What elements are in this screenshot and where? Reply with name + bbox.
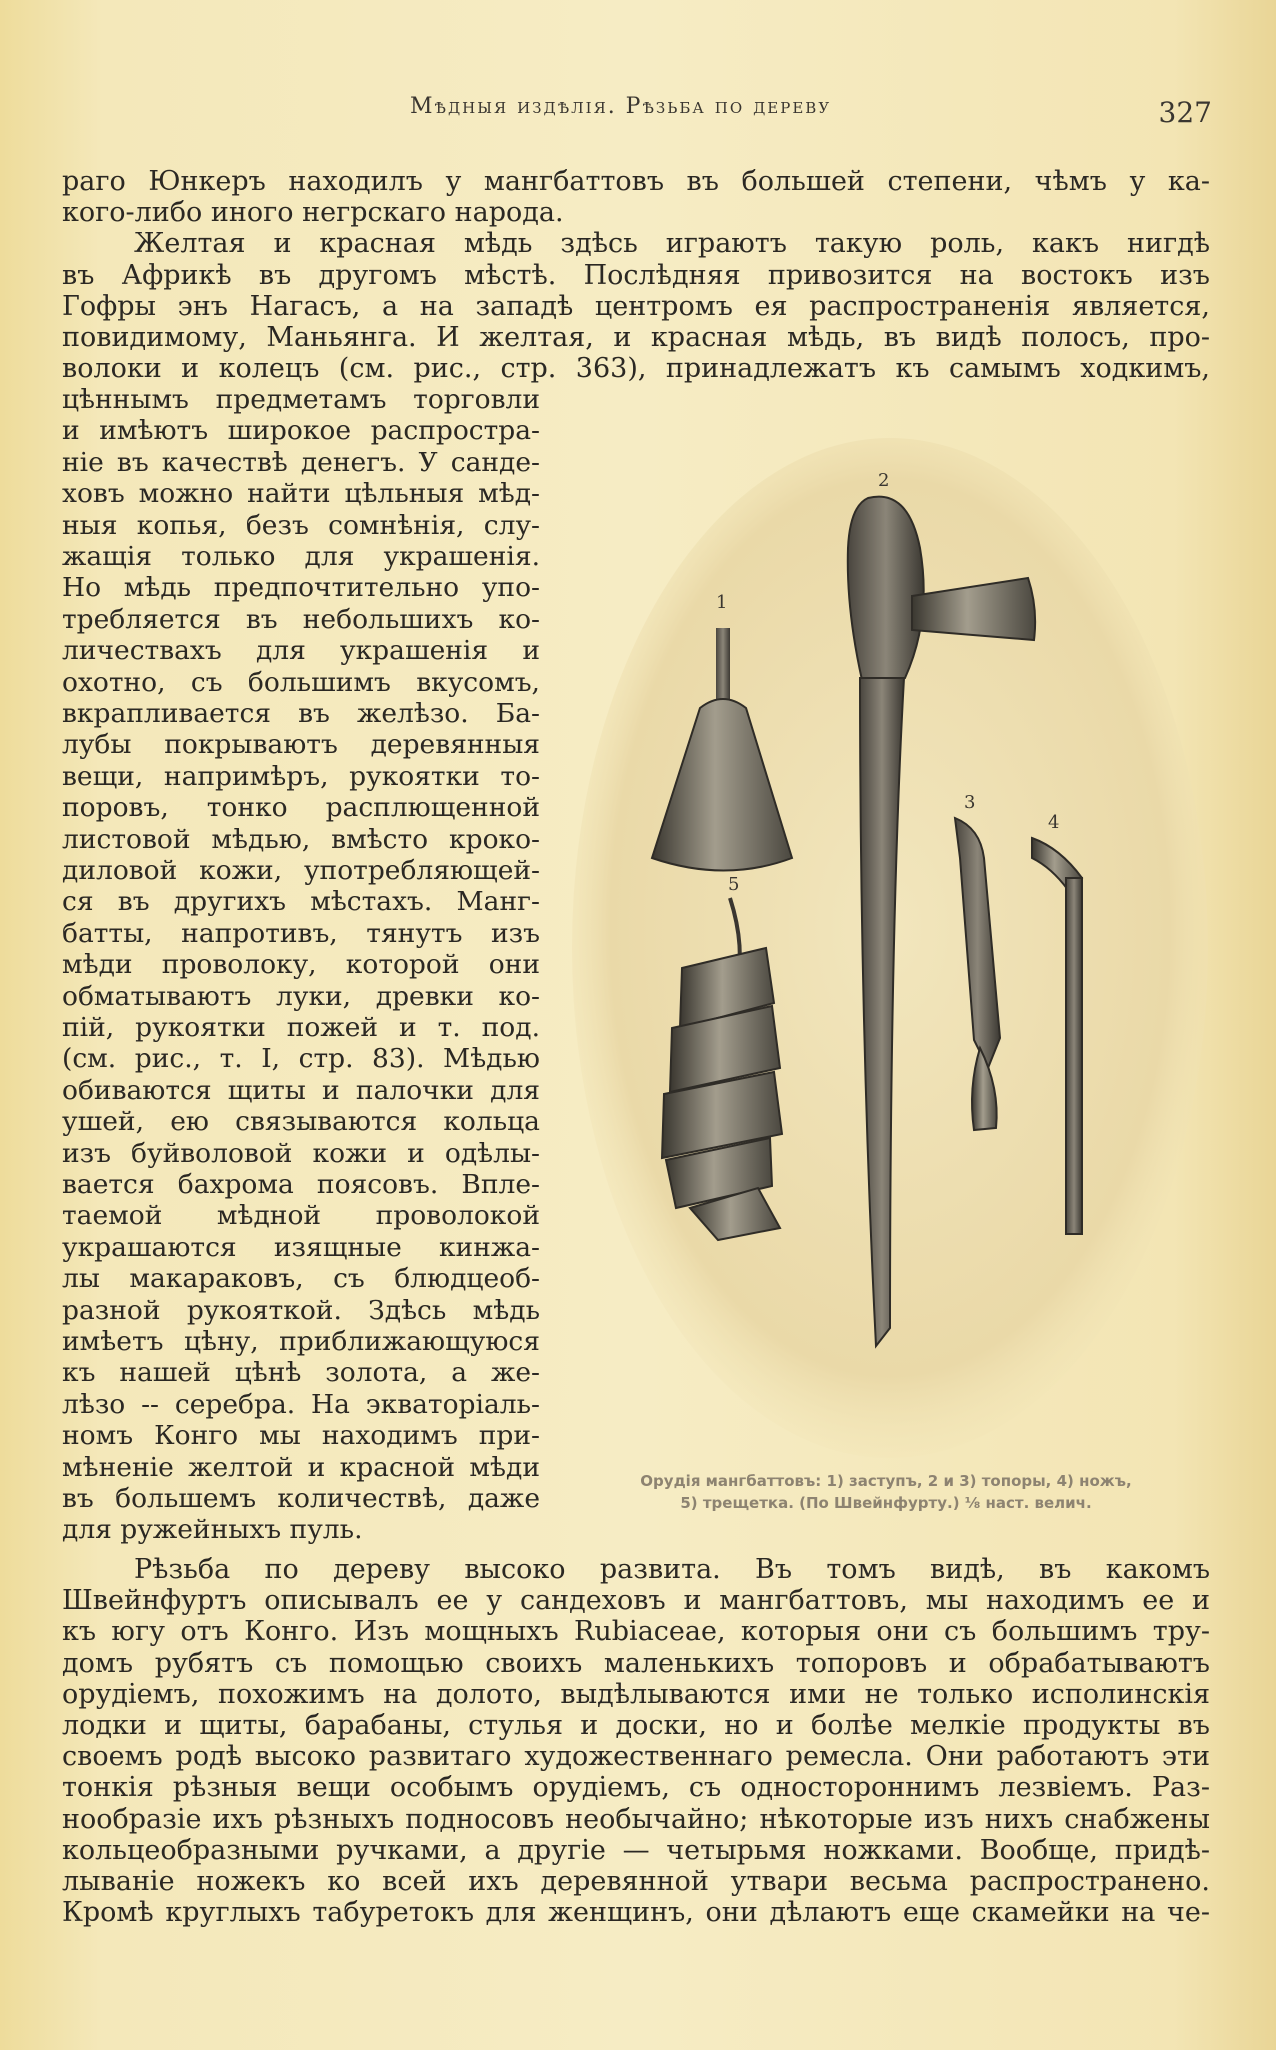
column-text-line: ховъ можно найти цѣльныя мѣд- xyxy=(62,478,540,510)
column-text-line: ся въ другихъ мѣстахъ. Манг- xyxy=(62,886,540,918)
column-text-line: вается бахрома поясовъ. Впле- xyxy=(62,1169,540,1200)
column-text-line: имѣетъ цѣну, приближающуюся xyxy=(62,1326,540,1357)
text-line: лодки и щиты, барабаны, стулья и доски, но и болѣе мелкіе продукты въ xyxy=(62,1710,1210,1741)
column-text-line: поровъ, тонко расплющенной xyxy=(62,792,540,824)
column-text-line: ушей, ею связываются кольца xyxy=(62,1106,540,1138)
column-text-line: обиваются щиты и палочки для xyxy=(62,1074,540,1106)
column-text-line: мѣди проволоку, которой они xyxy=(62,949,540,981)
column-text-line: жащія только для украшенія. xyxy=(62,541,540,572)
text-line: Гофры энъ Нагасъ, а на западѣ центромъ ея распространенія является, xyxy=(62,290,1210,322)
column-text-line: батты, напротивъ, тянутъ изъ xyxy=(62,917,540,949)
column-text-line: изъ буйволовой кожи и одѣлы- xyxy=(62,1137,540,1169)
text-line: въ Африкѣ въ другомъ мѣстѣ. Послѣдняя привозится на востокъ изъ xyxy=(62,259,1210,291)
text-line: повидимому, Маньянга. И желтая, и красная мѣдь, въ видѣ полосъ, про- xyxy=(62,322,1210,353)
column-text-line: Но мѣдь предпочтительно упо- xyxy=(62,572,540,604)
text-line: Желтая и красная мѣдь здѣсь играютъ такую роль, какъ нигдѣ xyxy=(134,228,1210,260)
text-line: Рѣзьба по дереву высоко развита. Въ томъ видѣ, въ какомъ xyxy=(134,1554,1210,1585)
column-text-line: вкрапливается въ желѣзо. Ба- xyxy=(62,698,540,729)
column-text-line: номъ Конго мы находимъ при- xyxy=(62,1420,540,1452)
label-3: 3 xyxy=(964,792,976,813)
caption-line-1: Орудія мангбаттовъ: 1) заступъ, 2 и 3) топоры, 4) ножъ, xyxy=(640,1472,1132,1490)
column-text-line: въ большемъ количествѣ, даже xyxy=(62,1483,540,1514)
figure-caption xyxy=(556,1470,1216,1514)
text-line: волоки и колецъ (см. рис., стр. 363), принадлежатъ къ самымъ ходкимъ, xyxy=(62,353,1210,385)
column-text-line: вещи, напримѣръ, рукоятки то- xyxy=(62,760,540,792)
text-line: орудіемъ, похожимъ на долото, выдѣлываются ими не только исполинскія xyxy=(62,1678,1210,1710)
label-2: 2 xyxy=(878,470,890,491)
text-line: кольцеобразными ручками, а другіе — четырьмя ножками. Вообще, придѣ- xyxy=(62,1834,1210,1866)
caption-line-2: 5) трещетка. (По Швейнфурту.) ⅛ наст. велич. xyxy=(680,1494,1092,1512)
tools-engraving xyxy=(560,428,1216,1468)
column-text-line: личествахъ для украшенія и xyxy=(62,635,540,667)
text-line: своемъ родѣ высоко развитаго художественнаго ремесла. Они работаютъ эти xyxy=(62,1741,1210,1773)
column-text-line: разной рукояткой. Здѣсь мѣдь xyxy=(62,1294,540,1326)
text-line: Швейнфуртъ описывалъ ее у сандеховъ и мангбаттовъ, мы находимъ ее и xyxy=(62,1585,1210,1617)
column-text-line: охотно, съ большимъ вкусомъ, xyxy=(62,666,540,698)
column-text-line: лѣзо -- серебра. На экваторіаль- xyxy=(62,1388,540,1420)
running-title: Мѣдныя издѣлія. Рѣзьба по дереву xyxy=(410,94,832,119)
text-line: домъ рубятъ съ помощью своихъ маленькихъ топоровъ и обрабатываютъ xyxy=(62,1647,1210,1679)
label-1: 1 xyxy=(716,592,728,613)
column-text-line: листовой мѣдью, вмѣсто кроко- xyxy=(62,823,540,855)
column-text-line: цѣннымъ предметамъ торговли xyxy=(62,384,540,415)
column-text-line: къ нашей цѣнѣ золота, а же- xyxy=(62,1357,540,1389)
text-line: Кромѣ круглыхъ табуретокъ для женщинъ, они дѣлаютъ еще скамейки на че- xyxy=(62,1897,1210,1929)
column-text-line: ніе въ качествѣ денегъ. У санде- xyxy=(62,446,540,478)
text-line: лываніе ножекъ ко всей ихъ деревянной утвари весьма распространено. xyxy=(62,1866,1210,1897)
column-text-line: требляется въ небольшихъ ко- xyxy=(62,603,540,635)
column-text-line: ныя копья, безъ сомнѣнія, слу- xyxy=(62,509,540,541)
text-line: раго Юнкеръ находилъ у мангбаттовъ въ большей степени, чѣмъ у ка- xyxy=(62,166,1210,197)
label-5: 5 xyxy=(728,874,740,895)
column-text-line: украшаются изящные кинжа- xyxy=(62,1231,540,1263)
column-text-line: и имѣютъ широкое распростра- xyxy=(62,415,540,447)
column-text-line: диловой кожи, употребляющей- xyxy=(62,855,540,886)
column-text-line: для ружейныхъ пуль. xyxy=(62,1514,363,1546)
column-text-line: лубы покрываютъ деревянныя xyxy=(62,729,540,761)
text-line: нообразіе ихъ рѣзныхъ подносовъ необычайно; нѣкоторые изъ нихъ снабжены xyxy=(62,1803,1210,1835)
column-text-line: таемой мѣдной проволокой xyxy=(62,1200,540,1232)
tools-illustration xyxy=(560,428,1216,1468)
text-line: къ югу отъ Конго. Изъ мощныхъ Rubiaceae, которыя они съ большимъ тру- xyxy=(62,1616,1210,1648)
text-line: тонкія рѣзныя вещи особымъ орудіемъ, съ одностороннимъ лезвіемъ. Раз- xyxy=(62,1772,1210,1804)
column-text-line: мѣненіе желтой и красной мѣди xyxy=(62,1451,540,1483)
label-4: 4 xyxy=(1048,812,1060,833)
column-text-line: пій, рукоятки пожей и т. под. xyxy=(62,1012,540,1043)
text-line: кого-либо иного негрскаго народа. xyxy=(62,197,564,229)
column-text-line: лы макараковъ, съ блюдцеоб- xyxy=(62,1263,540,1295)
column-text-line: (см. рис., т. I, стр. 83). Мѣдью xyxy=(62,1043,540,1075)
page-number: 327 xyxy=(1158,96,1212,129)
column-text-line: обматываютъ луки, древки ко- xyxy=(62,980,540,1012)
